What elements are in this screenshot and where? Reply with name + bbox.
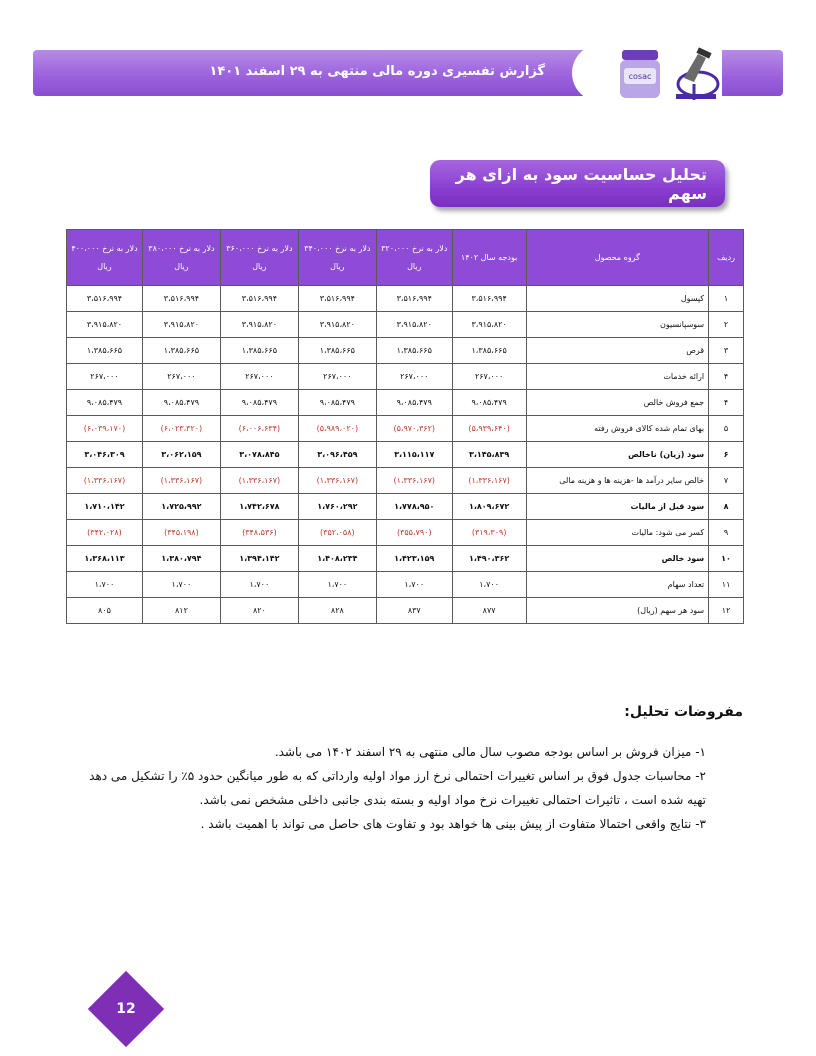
table-row bbox=[67, 442, 744, 468]
table-cell: ۳،۹۱۵،۸۲۰ bbox=[67, 312, 143, 338]
header-product-group: گروه محصول bbox=[526, 230, 709, 286]
table-cell: (۱،۳۳۶،۱۶۷) bbox=[67, 468, 143, 494]
row-number: ۴ bbox=[709, 364, 744, 390]
table-cell: ۱،۸۰۹،۶۷۲ bbox=[452, 494, 526, 520]
table-cell: ۸۲۰ bbox=[220, 598, 298, 624]
table-cell: (۳۴۲،۰۲۸) bbox=[67, 520, 143, 546]
table-cell: ۳،۵۱۶،۹۹۴ bbox=[67, 286, 143, 312]
table-cell: ۸۳۷ bbox=[376, 598, 452, 624]
table-cell: ۱،۷۰۰ bbox=[298, 572, 376, 598]
table-cell: ۳،۰۹۶،۴۵۹ bbox=[298, 442, 376, 468]
analysis-item bbox=[80, 740, 706, 764]
row-number: ۹ bbox=[709, 520, 744, 546]
table-cell: ۱،۷۰۰ bbox=[67, 572, 143, 598]
table-header-row bbox=[67, 230, 744, 286]
table-cell: ۳،۹۱۵،۸۲۰ bbox=[142, 312, 220, 338]
table-cell: ۳،۰۷۸،۸۴۵ bbox=[220, 442, 298, 468]
table-cell: ۲۶۷،۰۰۰ bbox=[142, 364, 220, 390]
row-number: ۱ bbox=[709, 286, 744, 312]
table-cell: ۱،۷۰۰ bbox=[220, 572, 298, 598]
table-row bbox=[67, 546, 744, 572]
table-cell: (۶،۰۲۳،۳۲۰) bbox=[142, 416, 220, 442]
header-rate-400: دلار به نرخ ۴۰۰،۰۰۰ ریال bbox=[67, 230, 143, 286]
row-number: ۵ bbox=[709, 416, 744, 442]
table-cell: ۱،۷۰۰ bbox=[452, 572, 526, 598]
analysis-item bbox=[80, 764, 706, 812]
row-number: ۲ bbox=[709, 312, 744, 338]
table-cell: ۳،۵۱۶،۹۹۴ bbox=[452, 286, 526, 312]
table-cell: ۱،۷۴۲،۶۷۸ bbox=[220, 494, 298, 520]
row-label: کسر می شود: مالیات bbox=[526, 520, 709, 546]
table-cell: ۱،۷۰۰ bbox=[142, 572, 220, 598]
table-cell: ۱،۳۸۵،۶۶۵ bbox=[67, 338, 143, 364]
table-cell: (۵،۹۳۹،۶۴۰) bbox=[452, 416, 526, 442]
item-number: ۱- bbox=[695, 745, 706, 759]
page-number: 12 bbox=[116, 1001, 136, 1017]
table-row bbox=[67, 286, 744, 312]
table-cell: (۳۵۲،۰۵۸) bbox=[298, 520, 376, 546]
table-cell: (۱،۳۳۶،۱۶۷) bbox=[376, 468, 452, 494]
row-label: ارائه خدمات bbox=[526, 364, 709, 390]
item-number: ۳- bbox=[695, 817, 706, 831]
sensitivity-table bbox=[66, 229, 744, 643]
table-cell: ۲۶۷،۰۰۰ bbox=[220, 364, 298, 390]
header-rate-380: دلار به نرخ ۳۸۰،۰۰۰ ریال bbox=[142, 230, 220, 286]
table-cell: ۱،۷۷۸،۹۵۰ bbox=[376, 494, 452, 520]
row-label: تعداد سهام bbox=[526, 572, 709, 598]
table-cell: ۳،۵۱۶،۹۹۴ bbox=[142, 286, 220, 312]
header-budget: بودجه سال ۱۴۰۲ bbox=[452, 230, 526, 286]
table-cell: (۱،۳۳۶،۱۶۷) bbox=[142, 468, 220, 494]
row-label: کپسول bbox=[526, 286, 709, 312]
table-cell: ۳،۹۱۵،۸۲۰ bbox=[298, 312, 376, 338]
row-number: ۸ bbox=[709, 494, 744, 520]
row-number: ۶ bbox=[709, 442, 744, 468]
product-jar-icon bbox=[612, 46, 668, 100]
header-rate-340: دلار به نرخ ۳۴۰،۰۰۰ ریال bbox=[298, 230, 376, 286]
table-cell: (۳۴۵،۱۹۸) bbox=[142, 520, 220, 546]
table-cell: ۱،۷۶۰،۲۹۲ bbox=[298, 494, 376, 520]
table-cell: ۳،۹۱۵،۸۲۰ bbox=[220, 312, 298, 338]
table-row bbox=[67, 416, 744, 442]
table-cell: ۳،۰۶۲،۱۵۹ bbox=[142, 442, 220, 468]
table-cell: ۸۰۵ bbox=[67, 598, 143, 624]
table-cell: ۱،۳۸۵،۶۶۵ bbox=[142, 338, 220, 364]
table-cell: ۱،۴۲۳،۱۵۹ bbox=[376, 546, 452, 572]
table-row bbox=[67, 520, 744, 546]
item-text: محاسبات جدول فوق بر اساس تغییرات احتمالی نرخ ارز مواد اولیه وارداتی که به طور میانگین حدود ۵٪ را تشکیل می دهد تهیه شده است ، تاثیرات احتمالی تغییرات نرخ مواد اولیه و بسته بندی جانبی داخلی مشخص نمی باشد. bbox=[89, 769, 706, 807]
analysis-title: مفروضات تحلیل: bbox=[624, 704, 743, 720]
row-label: سود قبل از مالیات bbox=[526, 494, 709, 520]
row-number: ۴ bbox=[709, 390, 744, 416]
table-cell: ۱،۳۸۵،۶۶۵ bbox=[376, 338, 452, 364]
table-cell: ۹،۰۸۵،۴۷۹ bbox=[452, 390, 526, 416]
table-cell: ۹،۰۸۵،۴۷۹ bbox=[220, 390, 298, 416]
table-cell: ۱،۷۱۰،۱۴۲ bbox=[67, 494, 143, 520]
table-cell: ۱،۳۹۴،۱۴۲ bbox=[220, 546, 298, 572]
section-title: تحلیل حساسیت سود به ازای هر سهم bbox=[430, 160, 725, 207]
table-row bbox=[67, 338, 744, 364]
table-cell: (۵،۹۷۰،۳۶۲) bbox=[376, 416, 452, 442]
table-cell: (۱،۳۳۶،۱۶۷) bbox=[298, 468, 376, 494]
table-cell: ۸۲۸ bbox=[298, 598, 376, 624]
row-label: سوسپانسیون bbox=[526, 312, 709, 338]
table-cell: ۳،۵۱۶،۹۹۴ bbox=[220, 286, 298, 312]
table-cell: (۱،۳۳۶،۱۶۷) bbox=[452, 468, 526, 494]
row-label: خالص سایر درآمد ها -هزینه ها و هزینه مالی bbox=[526, 468, 709, 494]
analysis-item bbox=[80, 812, 706, 836]
table-row bbox=[67, 598, 744, 624]
row-label: قرص bbox=[526, 338, 709, 364]
table-cell: ۸۷۷ bbox=[452, 598, 526, 624]
table-cell: (۱،۳۳۶،۱۶۷) bbox=[220, 468, 298, 494]
table-row bbox=[67, 494, 744, 520]
table-cell: ۸۱۲ bbox=[142, 598, 220, 624]
table-cell: (۵،۹۸۹،۰۲۰) bbox=[298, 416, 376, 442]
header-rate-360: دلار به نرخ ۳۶۰،۰۰۰ ریال bbox=[220, 230, 298, 286]
table-cell: (۶،۰۰۶،۶۳۴) bbox=[220, 416, 298, 442]
item-text: میزان فروش بر اساس بودجه مصوب سال مالی منتهی به ۲۹ اسفند ۱۴۰۲ می باشد. bbox=[274, 745, 692, 759]
table-cell: ۲۶۷،۰۰۰ bbox=[376, 364, 452, 390]
logo-text: cosac bbox=[628, 72, 652, 81]
row-label: سود هر سهم (ریال) bbox=[526, 598, 709, 624]
report-title: گزارش تفسیری دوره مالی منتهی به ۲۹ اسفند ۱۴۰۱ bbox=[209, 64, 545, 79]
table-cell: ۲۶۷،۰۰۰ bbox=[67, 364, 143, 390]
table-row bbox=[67, 312, 744, 338]
table-cell: ۱،۳۶۸،۱۱۳ bbox=[67, 546, 143, 572]
item-text: نتایج واقعی احتمالا متفاوت از پیش بینی ها خواهد بود و تفاوت های حاصل می تواند با اهمیت باشد . bbox=[200, 817, 692, 831]
table-cell: ۳،۹۱۵،۸۲۰ bbox=[376, 312, 452, 338]
table-cell: ۳،۰۴۶،۳۰۹ bbox=[67, 442, 143, 468]
table-cell: ۱،۴۹۰،۳۶۲ bbox=[452, 546, 526, 572]
table-row bbox=[67, 572, 744, 598]
table-cell: (۶،۰۳۹،۱۷۰) bbox=[67, 416, 143, 442]
table-cell: ۱،۳۸۵،۶۶۵ bbox=[298, 338, 376, 364]
row-number: ۱۱ bbox=[709, 572, 744, 598]
table-cell: ۹،۰۸۵،۴۷۹ bbox=[142, 390, 220, 416]
row-label: سود خالص bbox=[526, 546, 709, 572]
microscope-emblem-icon bbox=[664, 44, 726, 104]
table-cell: ۲۶۷،۰۰۰ bbox=[452, 364, 526, 390]
header-rate-320: دلار به نرخ ۳۲۰،۰۰۰ ریال bbox=[376, 230, 452, 286]
header-row-no: ردیف bbox=[709, 230, 744, 286]
table-cell: ۹،۰۸۵،۴۷۹ bbox=[298, 390, 376, 416]
table-cell: ۳،۵۱۶،۹۹۴ bbox=[298, 286, 376, 312]
table-cell: ۳،۱۴۵،۸۳۹ bbox=[452, 442, 526, 468]
row-number: ۱۲ bbox=[709, 598, 744, 624]
table-cell: ۹،۰۸۵،۴۷۹ bbox=[376, 390, 452, 416]
table-cell: ۳،۹۱۵،۸۲۰ bbox=[452, 312, 526, 338]
table-row bbox=[67, 390, 744, 416]
item-number: ۲- bbox=[695, 769, 706, 783]
table-row bbox=[67, 364, 744, 390]
row-label: سود (زیان) ناخالص bbox=[526, 442, 709, 468]
row-label: جمع فروش خالص bbox=[526, 390, 709, 416]
row-number: ۱۰ bbox=[709, 546, 744, 572]
table-cell: ۹،۰۸۵،۴۷۹ bbox=[67, 390, 143, 416]
row-number: ۳ bbox=[709, 338, 744, 364]
table-row bbox=[67, 468, 744, 494]
table-cell: (۳۱۹،۳۰۹) bbox=[452, 520, 526, 546]
table-cell: ۱،۷۲۵،۹۹۲ bbox=[142, 494, 220, 520]
row-label: بهای تمام شده کالای فروش رفته bbox=[526, 416, 709, 442]
table-cell: ۱،۳۸۰،۷۹۴ bbox=[142, 546, 220, 572]
analysis-list bbox=[80, 740, 706, 836]
table-cell: ۱،۴۰۸،۲۳۴ bbox=[298, 546, 376, 572]
table-cell: (۳۵۵،۷۹۰) bbox=[376, 520, 452, 546]
table-cell: ۱،۳۸۵،۶۶۵ bbox=[220, 338, 298, 364]
table-cell: ۳،۵۱۶،۹۹۴ bbox=[376, 286, 452, 312]
table-cell: (۳۴۸،۵۳۶) bbox=[220, 520, 298, 546]
table-cell: ۱،۷۰۰ bbox=[376, 572, 452, 598]
table-cell: ۱،۳۸۵،۶۶۵ bbox=[452, 338, 526, 364]
row-number: ۷ bbox=[709, 468, 744, 494]
table-cell: ۲۶۷،۰۰۰ bbox=[298, 364, 376, 390]
table-cell: ۳،۱۱۵،۱۱۷ bbox=[376, 442, 452, 468]
